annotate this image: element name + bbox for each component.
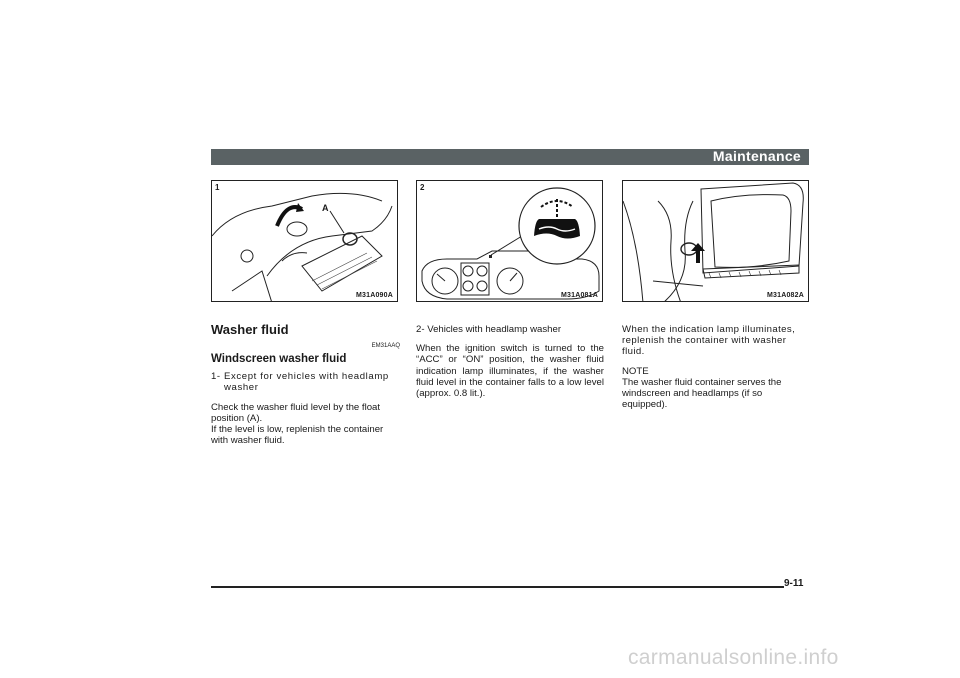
page-number: 9-11	[784, 578, 804, 589]
paragraph-lamp: When the indication lamp illuminates, replenish the container with washer fluid.	[622, 324, 796, 358]
engine-bay-illustration-1	[212, 181, 398, 302]
figure-code: M31A090A	[355, 292, 393, 299]
figure-number: 1	[215, 183, 220, 192]
figure-number: 2	[420, 183, 425, 192]
figure-code: M31A081A	[560, 292, 598, 299]
text-column-1	[211, 324, 401, 446]
footer-rule	[211, 586, 784, 588]
instrument-cluster-illustration	[417, 181, 603, 302]
engine-bay-illustration-2	[623, 181, 809, 302]
paragraph-float-check: Check the washer fluid level by the float position (A).	[211, 401, 381, 424]
figure-indicator-lamp	[416, 180, 603, 302]
text-column-2	[416, 324, 604, 399]
note-label: NOTE	[622, 365, 649, 377]
figure-washer-container	[622, 180, 809, 302]
section-header-bar	[211, 149, 809, 165]
section-code: EM31AAQ	[371, 343, 400, 349]
watermark-text: carmanualsonline.info	[628, 646, 839, 669]
list-item-2: 2- Vehicles with headlamp washer	[416, 324, 562, 335]
figure-washer-float	[211, 180, 398, 302]
section-header-title: Maintenance	[712, 148, 801, 164]
text-column-3	[622, 324, 810, 410]
figure-code: M31A082A	[766, 292, 804, 299]
note-text: The washer fluid container serves the windscreen and headlamps (if so equipped).	[622, 376, 782, 411]
paragraph-ignition: When the ignition switch is turned to the “ACC” or “ON” position, the washer fluid indication lamp illuminates, if the washer fluid level in the container falls to a low level (approx. 0.8 lit.).	[416, 343, 604, 400]
list-item-1: 1- Except for vehicles with headlamp washer	[211, 371, 389, 394]
figure-callout-label: A	[322, 203, 329, 213]
section-title: Washer fluid	[211, 322, 289, 337]
subsection-title: Windscreen washer fluid	[211, 353, 347, 365]
paragraph-replenish: If the level is low, replenish the container with washer fluid.	[211, 424, 384, 447]
